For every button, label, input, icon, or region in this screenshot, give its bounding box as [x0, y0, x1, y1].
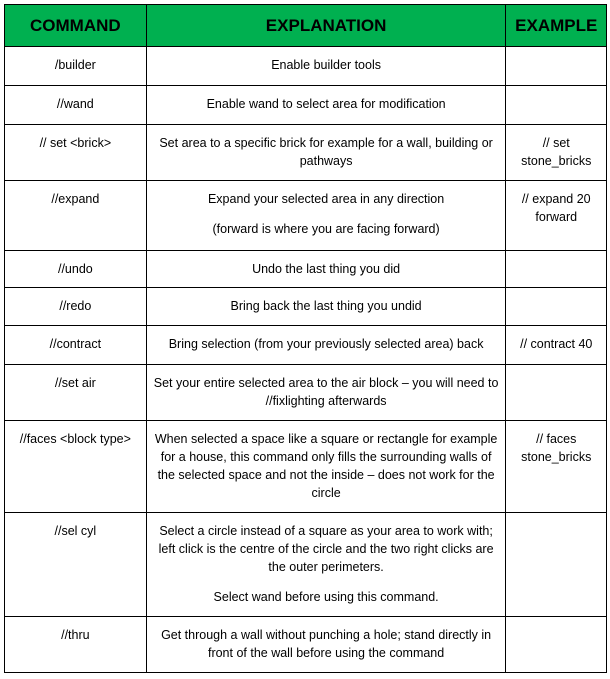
- table-row: [5, 288, 607, 326]
- explanation-text: Enable builder tools: [271, 58, 381, 72]
- explanation-text: Get through a wall without punching a hole; stand directly in front of the wall before using the command: [161, 628, 492, 660]
- explanation-cell: [146, 513, 506, 617]
- explanation-text: Bring back the last thing you undid: [230, 299, 422, 313]
- example-cell: [506, 513, 607, 617]
- explanation-cell: [146, 617, 506, 673]
- header-row: [5, 5, 607, 47]
- table-row: [5, 326, 607, 365]
- explanation-cell: [146, 86, 506, 125]
- explanation-cell: [146, 365, 506, 421]
- command-cell: //set air: [5, 365, 147, 421]
- example-cell: [506, 617, 607, 673]
- example-cell: [506, 365, 607, 421]
- explanation-cell: [146, 181, 506, 251]
- explanation-text: When selected a space like a square or rectangle for example for a house, this command only fills the surrounding walls of the selected space and not the inside – does not work for the circle: [154, 432, 498, 500]
- explanation-cell: [146, 421, 506, 513]
- table-row: [5, 617, 607, 673]
- table-row: [5, 251, 607, 288]
- explanation-text: Bring selection (from your previously selected area) back: [168, 337, 484, 351]
- command-cell: //faces <block type>: [5, 421, 147, 513]
- example-cell: // expand 20 forward: [506, 181, 607, 251]
- command-cell: /builder: [5, 47, 147, 86]
- explanation-text: Expand your selected area in any direction: [207, 192, 445, 206]
- table-row: [5, 47, 607, 86]
- command-cell: //thru: [5, 617, 147, 673]
- command-cell: //undo: [5, 251, 147, 288]
- command-cell: //contract: [5, 326, 147, 365]
- example-cell: [506, 47, 607, 86]
- example-cell: [506, 288, 607, 326]
- command-cell: //wand: [5, 86, 147, 125]
- explanation-text: (forward is where you are facing forward): [212, 222, 440, 236]
- explanation-text: Enable wand to select area for modification: [206, 97, 446, 111]
- table-row: [5, 86, 607, 125]
- explanation-cell: [146, 125, 506, 181]
- explanation-text: Undo the last thing you did: [252, 262, 401, 276]
- table-row: [5, 421, 607, 513]
- table-row: [5, 513, 607, 617]
- example-cell: [506, 251, 607, 288]
- example-cell: // faces stone_bricks: [506, 421, 607, 513]
- command-cell: // set <brick>: [5, 125, 147, 181]
- explanation-text: Set area to a specific brick for example for a wall, building or pathways: [159, 136, 493, 168]
- command-cell: //redo: [5, 288, 147, 326]
- command-table: [4, 4, 607, 673]
- command-cell: //expand: [5, 181, 147, 251]
- header-explanation: EXPLANATION: [146, 5, 506, 47]
- example-cell: // contract 40: [506, 326, 607, 365]
- explanation-text: Set your entire selected area to the air block – you will need to //fixlighting afterwards: [153, 376, 499, 408]
- example-cell: // set stone_bricks: [506, 125, 607, 181]
- explanation-cell: [146, 47, 506, 86]
- command-table-container: [4, 4, 607, 673]
- header-command: COMMAND: [5, 5, 147, 47]
- table-row: [5, 181, 607, 251]
- example-cell: [506, 86, 607, 125]
- explanation-cell: [146, 251, 506, 288]
- header-example: EXAMPLE: [506, 5, 607, 47]
- command-cell: //sel cyl: [5, 513, 147, 617]
- explanation-cell: [146, 288, 506, 326]
- explanation-cell: [146, 326, 506, 365]
- table-row: [5, 365, 607, 421]
- explanation-text: Select a circle instead of a square as your area to work with; left click is the centre of the circle and the two right clicks are the outer perimeters.: [158, 524, 494, 574]
- table-row: [5, 125, 607, 181]
- explanation-text: Select wand before using this command.: [213, 590, 439, 604]
